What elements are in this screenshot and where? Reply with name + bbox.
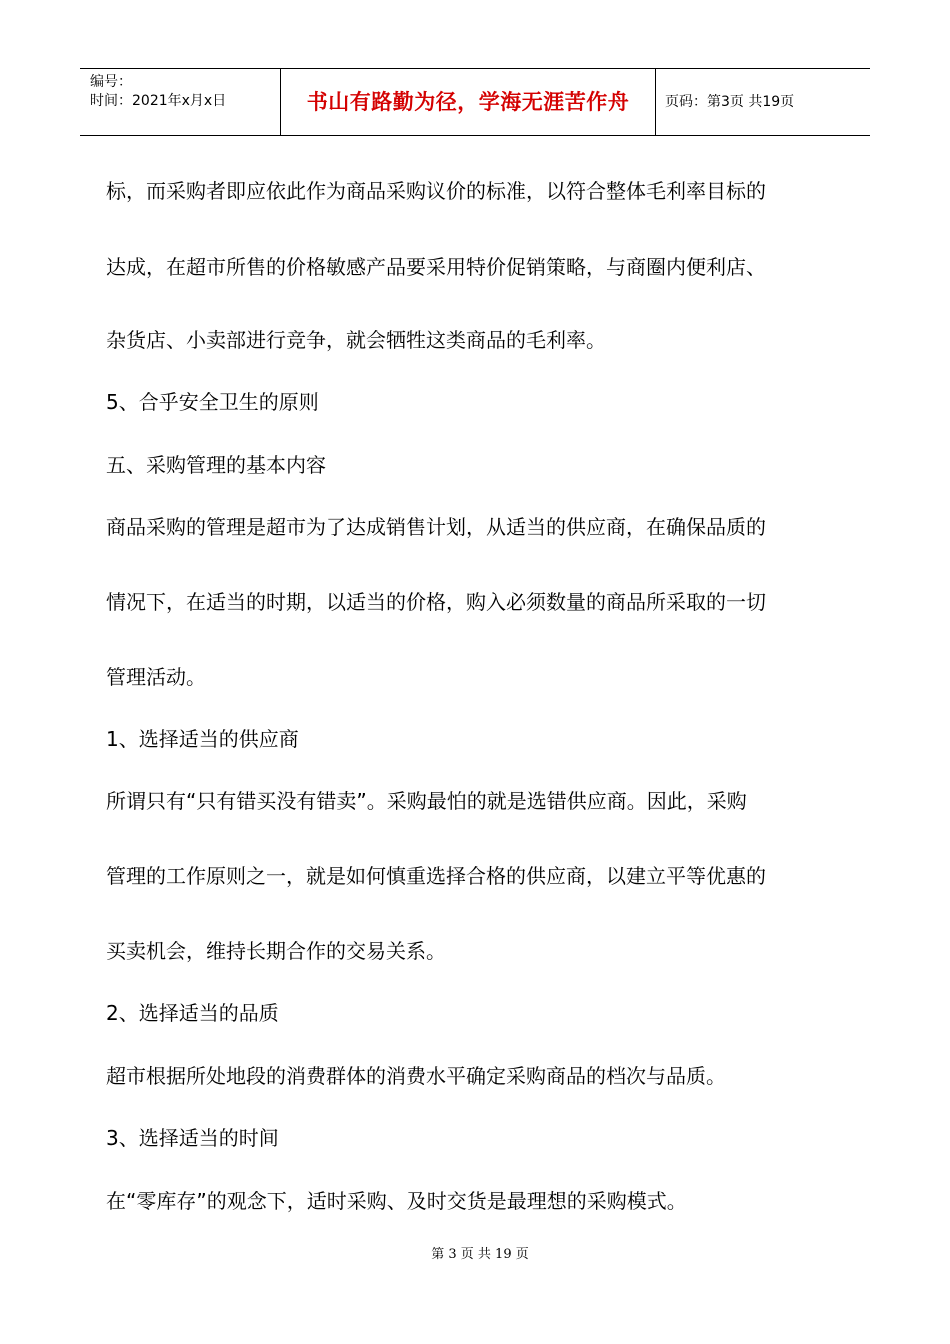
section-heading: 1、选择适当的供应商 (106, 727, 299, 751)
section-heading: 3、选择适当的时间 (106, 1126, 279, 1150)
header-meta (80, 69, 280, 135)
header-divider-right (655, 69, 656, 135)
header-motto: 书山有路勤为径，学海无涯苦作舟 (306, 90, 630, 114)
header-page-info: 页码：第3页 共19页 (665, 94, 795, 110)
header-number-label: 编号： (90, 74, 132, 90)
text-line: 超市根据所处地段的消费群体的消费水平确定采购商品的档次与品质。 (106, 1064, 726, 1088)
text-line: 商品采购的管理是超市为了达成销售计划，从适当的供应商，在确保品质的 (106, 515, 766, 539)
text-line: 买卖机会，维持长期合作的交易关系。 (106, 939, 446, 963)
header-time-label: 时间：2021年x月x日 (90, 93, 227, 109)
text-line: 所谓只有“只有错买没有错卖”。采购最怕的就是选错供应商。因此，采购 (106, 789, 747, 813)
section-heading: 5、合乎安全卫生的原则 (106, 390, 319, 414)
text-line: 杂货店、小卖部进行竞争，就会牺牲这类商品的毛利率。 (106, 328, 606, 352)
page-header (80, 68, 870, 136)
text-line: 管理的工作原则之一，就是如何慎重选择合格的供应商，以建立平等优惠的 (106, 864, 766, 888)
text-line: 在“零库存”的观念下，适时采购、及时交货是最理想的采购模式。 (106, 1189, 687, 1213)
section-heading: 五、采购管理的基本内容 (106, 453, 326, 477)
section-heading: 2、选择适当的品质 (106, 1001, 279, 1025)
text-line: 管理活动。 (106, 665, 206, 689)
text-line: 达成，在超市所售的价格敏感产品要采用特价促销策略，与商圈内便利店、 (106, 255, 766, 279)
page-footer: 第 3 页 共 19 页 (431, 1247, 529, 1262)
text-line: 标，而采购者即应依此作为商品采购议价的标准，以符合整体毛利率目标的 (106, 179, 766, 203)
text-line: 情况下，在适当的时期，以适当的价格，购入必须数量的商品所采取的一切 (106, 590, 766, 614)
